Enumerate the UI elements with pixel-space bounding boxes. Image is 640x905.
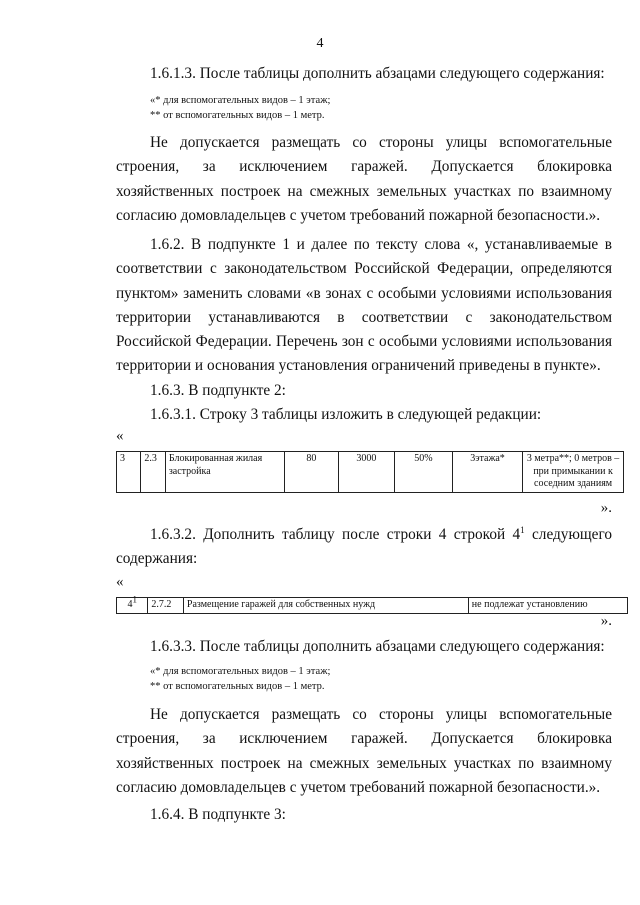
clause-text-end: следующего bbox=[524, 526, 612, 543]
cell-number bbox=[117, 594, 148, 614]
clause-1-6-2: 1.6.2. В подпункте 1 и далее по тексту слова «, устанавливаемые в соответствии с законодательством Российской Федерации, определяются пунктом» заменить словами «в зонах с особыми условиями использования территории устанавливаются в соответствии с законодательством Российской Федерации. Перечень зон с особыми условиями использования территории и основания установления ограничений приведены в пункте». bbox=[116, 236, 612, 375]
page-number: 4 bbox=[316, 36, 324, 51]
cell-number: 3 bbox=[117, 452, 141, 493]
clause-1-6-3-3: 1.6.3.3. После таблицы дополнить абзацами следующего содержания: bbox=[150, 638, 605, 655]
cell-min-area: 80 bbox=[284, 452, 338, 493]
paragraph-outbuildings-2: Не допускается размещать со стороны улицы вспомогательные строения, за исключением гаражей. Допускается блокировка хозяйственных построек на смежных земельных участках по взаимному согласию домовладельцев с учетом требований пожарной безопасности.». bbox=[116, 706, 612, 796]
clause-1-6-3-2 bbox=[116, 523, 612, 547]
quote-close-2: ». bbox=[600, 613, 612, 629]
cell-number-text: 4 bbox=[127, 599, 133, 610]
footnote-meter-2: ** от вспомогательных видов – 1 метр. bbox=[150, 681, 325, 692]
clause-text: 1.6.3.2. Дополнить таблицу после строки 4 строкой 4 bbox=[150, 526, 521, 543]
cell-code: 2.3 bbox=[141, 452, 165, 493]
quote-open-2: « bbox=[116, 574, 124, 590]
table-row bbox=[117, 452, 624, 493]
clause-1-6-3-2-cont: содержания: bbox=[116, 550, 198, 567]
paragraph-outbuildings: Не допускается размещать со стороны улицы вспомогательные строения, за исключением гаражей. Допускается блокировка хозяйственных построек на смежных земельных участках по взаимному согласию домовладельцев с учетом требований пожарной безопасности.». bbox=[116, 134, 612, 224]
clause-1-6-4: 1.6.4. В подпункте 3: bbox=[150, 806, 286, 823]
quote-close: ». bbox=[600, 500, 612, 516]
cell-setback: 3 метра**; 0 метров – при примыкании к соседним зданиям bbox=[523, 452, 624, 493]
cell-max-area: 3000 bbox=[338, 452, 394, 493]
clause-1-6-3-1: 1.6.3.1. Строку 3 таблицы изложить в следующей редакции: bbox=[150, 406, 542, 423]
cell-number-sup: 1 bbox=[132, 594, 137, 605]
cell-use-type: Блокированная жилая застройка bbox=[165, 452, 284, 493]
clause-1-6-3: 1.6.3. В подпункте 2: bbox=[150, 382, 286, 399]
cell-floors: 3этажа* bbox=[452, 452, 522, 493]
cell-params: не подлежат установлению bbox=[468, 598, 627, 614]
cell-percent: 50% bbox=[394, 452, 452, 493]
superscript: 1 bbox=[520, 524, 525, 535]
table-row-3 bbox=[116, 451, 624, 493]
table-row-4-1 bbox=[116, 594, 628, 614]
footnote-meter: ** от вспомогательных видов – 1 метр. bbox=[150, 110, 325, 121]
footnote-floor: «* для вспомогательных видов – 1 этаж; bbox=[150, 95, 331, 106]
cell-code: 2.7.2 bbox=[148, 598, 183, 614]
cell-use-type: Размещение гаражей для собственных нужд bbox=[183, 598, 468, 614]
footnote-floor-2: «* для вспомогательных видов – 1 этаж; bbox=[150, 666, 331, 677]
clause-1-6-1-3: 1.6.1.3. После таблицы дополнить абзацами следующего содержания: bbox=[150, 65, 605, 82]
table-row bbox=[117, 598, 628, 614]
quote-open: « bbox=[116, 428, 124, 444]
